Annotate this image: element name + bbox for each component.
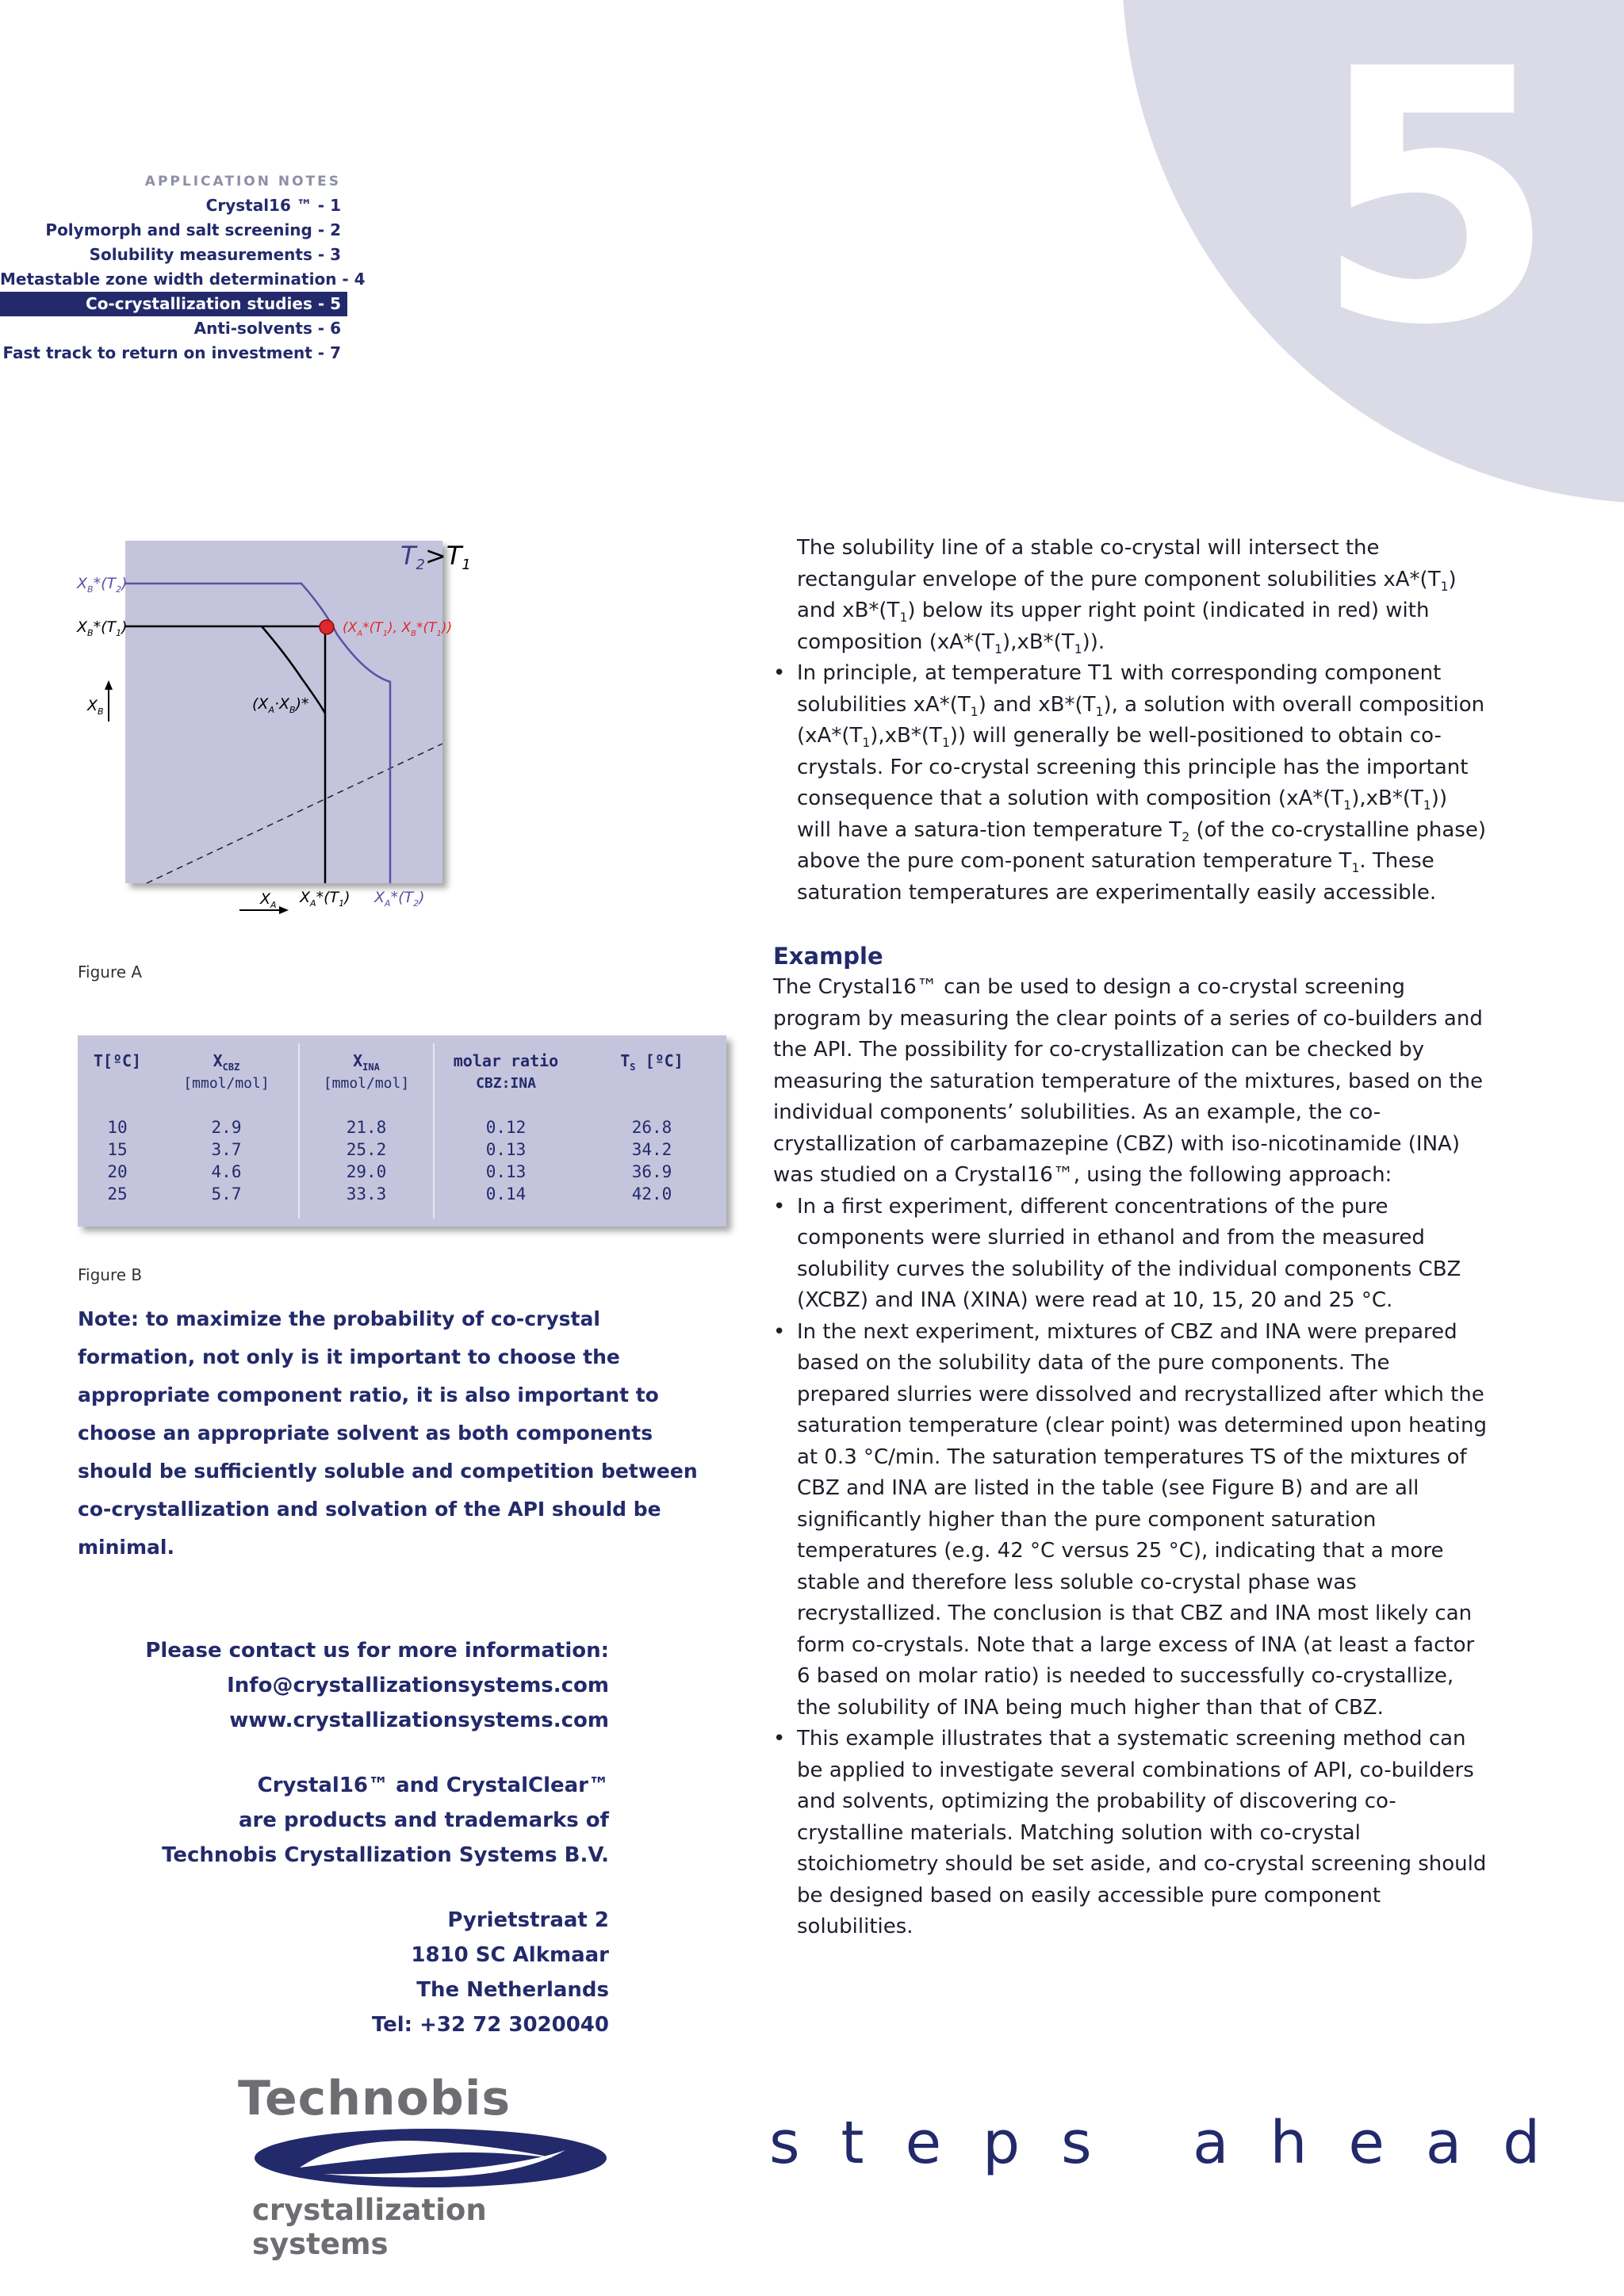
contact-block [127,1633,609,2042]
note-paragraph: Note: to maximize the probability of co-crystal formation, not only is it important to choose the appropriate component ratio, it is also important to choose an appropriate solvent as both components should be sufficiently soluble and competition between co-crystallization and solvation of the API should be minimal. [78,1307,698,1559]
intersection-point [320,620,334,634]
cell-xina: 29.0 [346,1162,387,1181]
cell-temperature: 15 [107,1140,128,1159]
telephone: Tel: +32 72 3020040 [371,2013,609,2037]
cell-ts: 36.9 [631,1162,672,1181]
xa-axis-arrowhead [279,906,289,914]
cell-xina: 33.3 [346,1184,387,1203]
cell-molar-ratio: 0.13 [485,1140,527,1159]
contact-intro: Please contact us for more information: [145,1639,609,1663]
cell-xcbz: 4.6 [211,1162,242,1181]
address-line: The Netherlands [416,1978,609,2002]
contact-website-link[interactable]: www.crystallizationsystems.com [229,1709,609,1732]
cell-temperature: 10 [107,1118,128,1137]
diagram-title-t2-gt-t1: T2>T1 [400,541,471,573]
tagline: steps ahead [769,2109,1582,2177]
app-note-link[interactable]: Fast track to return on investment - 7 [2,343,341,362]
figure-b-caption: Figure B [78,1265,143,1284]
cell-ts: 26.8 [631,1118,672,1137]
label-xa-t1: $X_A*(T_1)$ [300,889,350,909]
cell-xcbz: 3.7 [211,1140,242,1159]
cell-xcbz: 5.7 [211,1184,242,1203]
application-notes-nav [0,170,366,365]
figure-a-diagram [48,531,508,943]
app-note-link[interactable]: Metastable zone width determination - 4 [0,270,366,289]
cell-ts: 42.0 [631,1184,672,1203]
label-xb-axis: $X_B$ [87,697,104,717]
column-ts [577,1035,726,1226]
logo-mark-icon [252,2126,609,2190]
app-note-link[interactable]: Anti-solvents - 6 [193,319,341,338]
header-temperature: T[ºC] [93,1051,142,1070]
cell-temperature: 25 [107,1184,128,1203]
header-xcbz: $X_{CBZ}$ [213,1051,240,1073]
trademark-line: Crystal16™ and CrystalClear™ [257,1774,609,1797]
bullet-first-experiment: • In a first experiment, different concentrations of the pure components were slurried in ethanol and from the measured solubility curves the solubility of the individual components CBZ (XCBZ) and INA (XINA) were read at 10, 15, 20 and 25 °C. [773,1192,1487,1317]
bullet-next-experiment: • In the next experiment, mixtures of CBZ and INA were prepared based on the solubility data of the pure components. The prepared slurries were dissolved and recrystallized after which the saturation temperature (clear point) was determined upon heating at 0.3 °C/min. The saturation temperatures TS of the mixtures of CBZ and INA are listed in the table (see Figure B) and are all significantly higher than the pure component saturation temperatures (e.g. 42 °C versus 25 °C), indicating that a more stable and therefore less soluble co-crystal phase was recrystallized. The conclusion is that CBZ and INA most likely can form co-crystals. Note that a large excess of INA (at least a factor 6 based on molar ratio) is needed to successfully co-crystallize, the solubility of INA being much higher than that of CBZ. [773,1317,1487,1724]
figure-b-table [78,1035,726,1226]
cell-molar-ratio: 0.12 [485,1118,527,1137]
page-number: 5 [1313,0,1557,401]
address-line: Pyrietstraat 2 [447,1908,609,1932]
bullet-principle: • In principle, at temperature T1 with corresponding component solubilities $xA*(T_1)$ and $xB*(T_1)$, a solution with overall composition $(xA*(T_1),xB*(T_1))$ will generally be well-positioned to obtain co-crystals. For co-crystal screening this principle has the important consequence that a solution with composition $(xA*(T_1),xB*(T_1))$ will have a satura-tion temperature $T_2$ (of the co-crystalline phase) above the pure com-ponent saturation temperature $T_1$. These saturation temperatures are experimentally easily accessible. [773,658,1487,909]
label-intersection-point: ($X_A*(T_1)$, $X_B*(T_1)$) [343,620,453,638]
label-xb-t1: $X_B*(T_1)$ [77,618,128,638]
example-paragraph: The Crystal16™ can be used to design a co-crystal screening program by measuring the clear points of a series of co-builders and the API. The possibility for co-crystallization can be checked by measuring the saturation temperature of the mixtures, based on the individual components’ solubilities. As an example, the co-crystallization of carbamazepine (CBZ) with iso-nicotinamide (INA) was studied on a Crystal16™, using the following approach: [773,975,1484,1187]
label-xb-t2: $X_B*(T_2)$ [77,575,128,595]
column-xcbz [157,1035,296,1226]
header-ts: $T_S$ [ºC] [620,1051,684,1073]
figure-a-caption: Figure A [78,962,143,982]
column-molar-ratio [435,1035,577,1226]
intro-paragraph: The solubility line of a stable co-crystal will intersect the rectangular envelope of the pure component solubilities $xA*(T_1)$ and $xB*(T_1)$ below its upper right point (indicated in red) with composition $(xA*(T_1),xB*(T_1))$. [797,536,1457,656]
header-xina: $X_{INA}$ [353,1051,380,1073]
column-temperature [78,1035,157,1226]
logo-name: Technobis [238,2071,511,2126]
address-line: 1810 SC Alkmaar [411,1943,609,1967]
label-cocrystal: $(X_A\cdot X_B)*$ [252,695,309,715]
header-molar-ratio: molar ratio [453,1051,559,1070]
cell-molar-ratio: 0.14 [485,1184,527,1203]
unit-xina: [mmol/mol] [323,1075,410,1092]
column-xina [300,1035,433,1226]
cell-temperature: 20 [107,1162,128,1181]
app-note-link[interactable]: Crystal16 ™ - 1 [205,196,341,215]
cell-ts: 34.2 [631,1140,672,1159]
cell-xcbz: 2.9 [211,1118,242,1137]
bullet-conclusion: • This example illustrates that a systematic screening method can be applied to investigate several combinations of API, co-builders and solvents, optimizing the probability of discovering co-crystalline materials. Matching solution with co-crystal stoichiometry should be set aside, and co-crystal screening should be designed based on easily accessible pure component solubilities. [773,1724,1487,1943]
app-note-link[interactable]: Solubility measurements - 3 [89,245,341,264]
label-xa-axis: $X_A$ [260,890,277,910]
xb-axis-arrowhead [105,680,113,690]
label-xa-t2: $X_A*(T_2)$ [374,889,425,909]
body-text-column [773,533,1487,1943]
trademark-line: are products and trademarks of [238,1808,609,1832]
example-heading: Example [773,943,883,970]
unit-xcbz: [mmol/mol] [183,1075,270,1092]
cell-xina: 21.8 [346,1118,387,1137]
application-notes-heading: APPLICATION NOTES [144,174,341,189]
trademark-line: Technobis Crystallization Systems B.V. [162,1843,609,1867]
unit-molar-ratio: CBZ:INA [476,1075,536,1092]
logo-subtitle: crystallization systems [252,2193,487,2261]
app-note-link[interactable]: Polymorph and salt screening - 2 [45,220,341,239]
cell-molar-ratio: 0.13 [485,1162,527,1181]
cell-xina: 25.2 [346,1140,387,1159]
contact-email-link[interactable]: Info@crystallizationsystems.com [227,1674,609,1697]
app-note-link-active[interactable]: Co-crystallization studies - 5 [0,292,347,316]
